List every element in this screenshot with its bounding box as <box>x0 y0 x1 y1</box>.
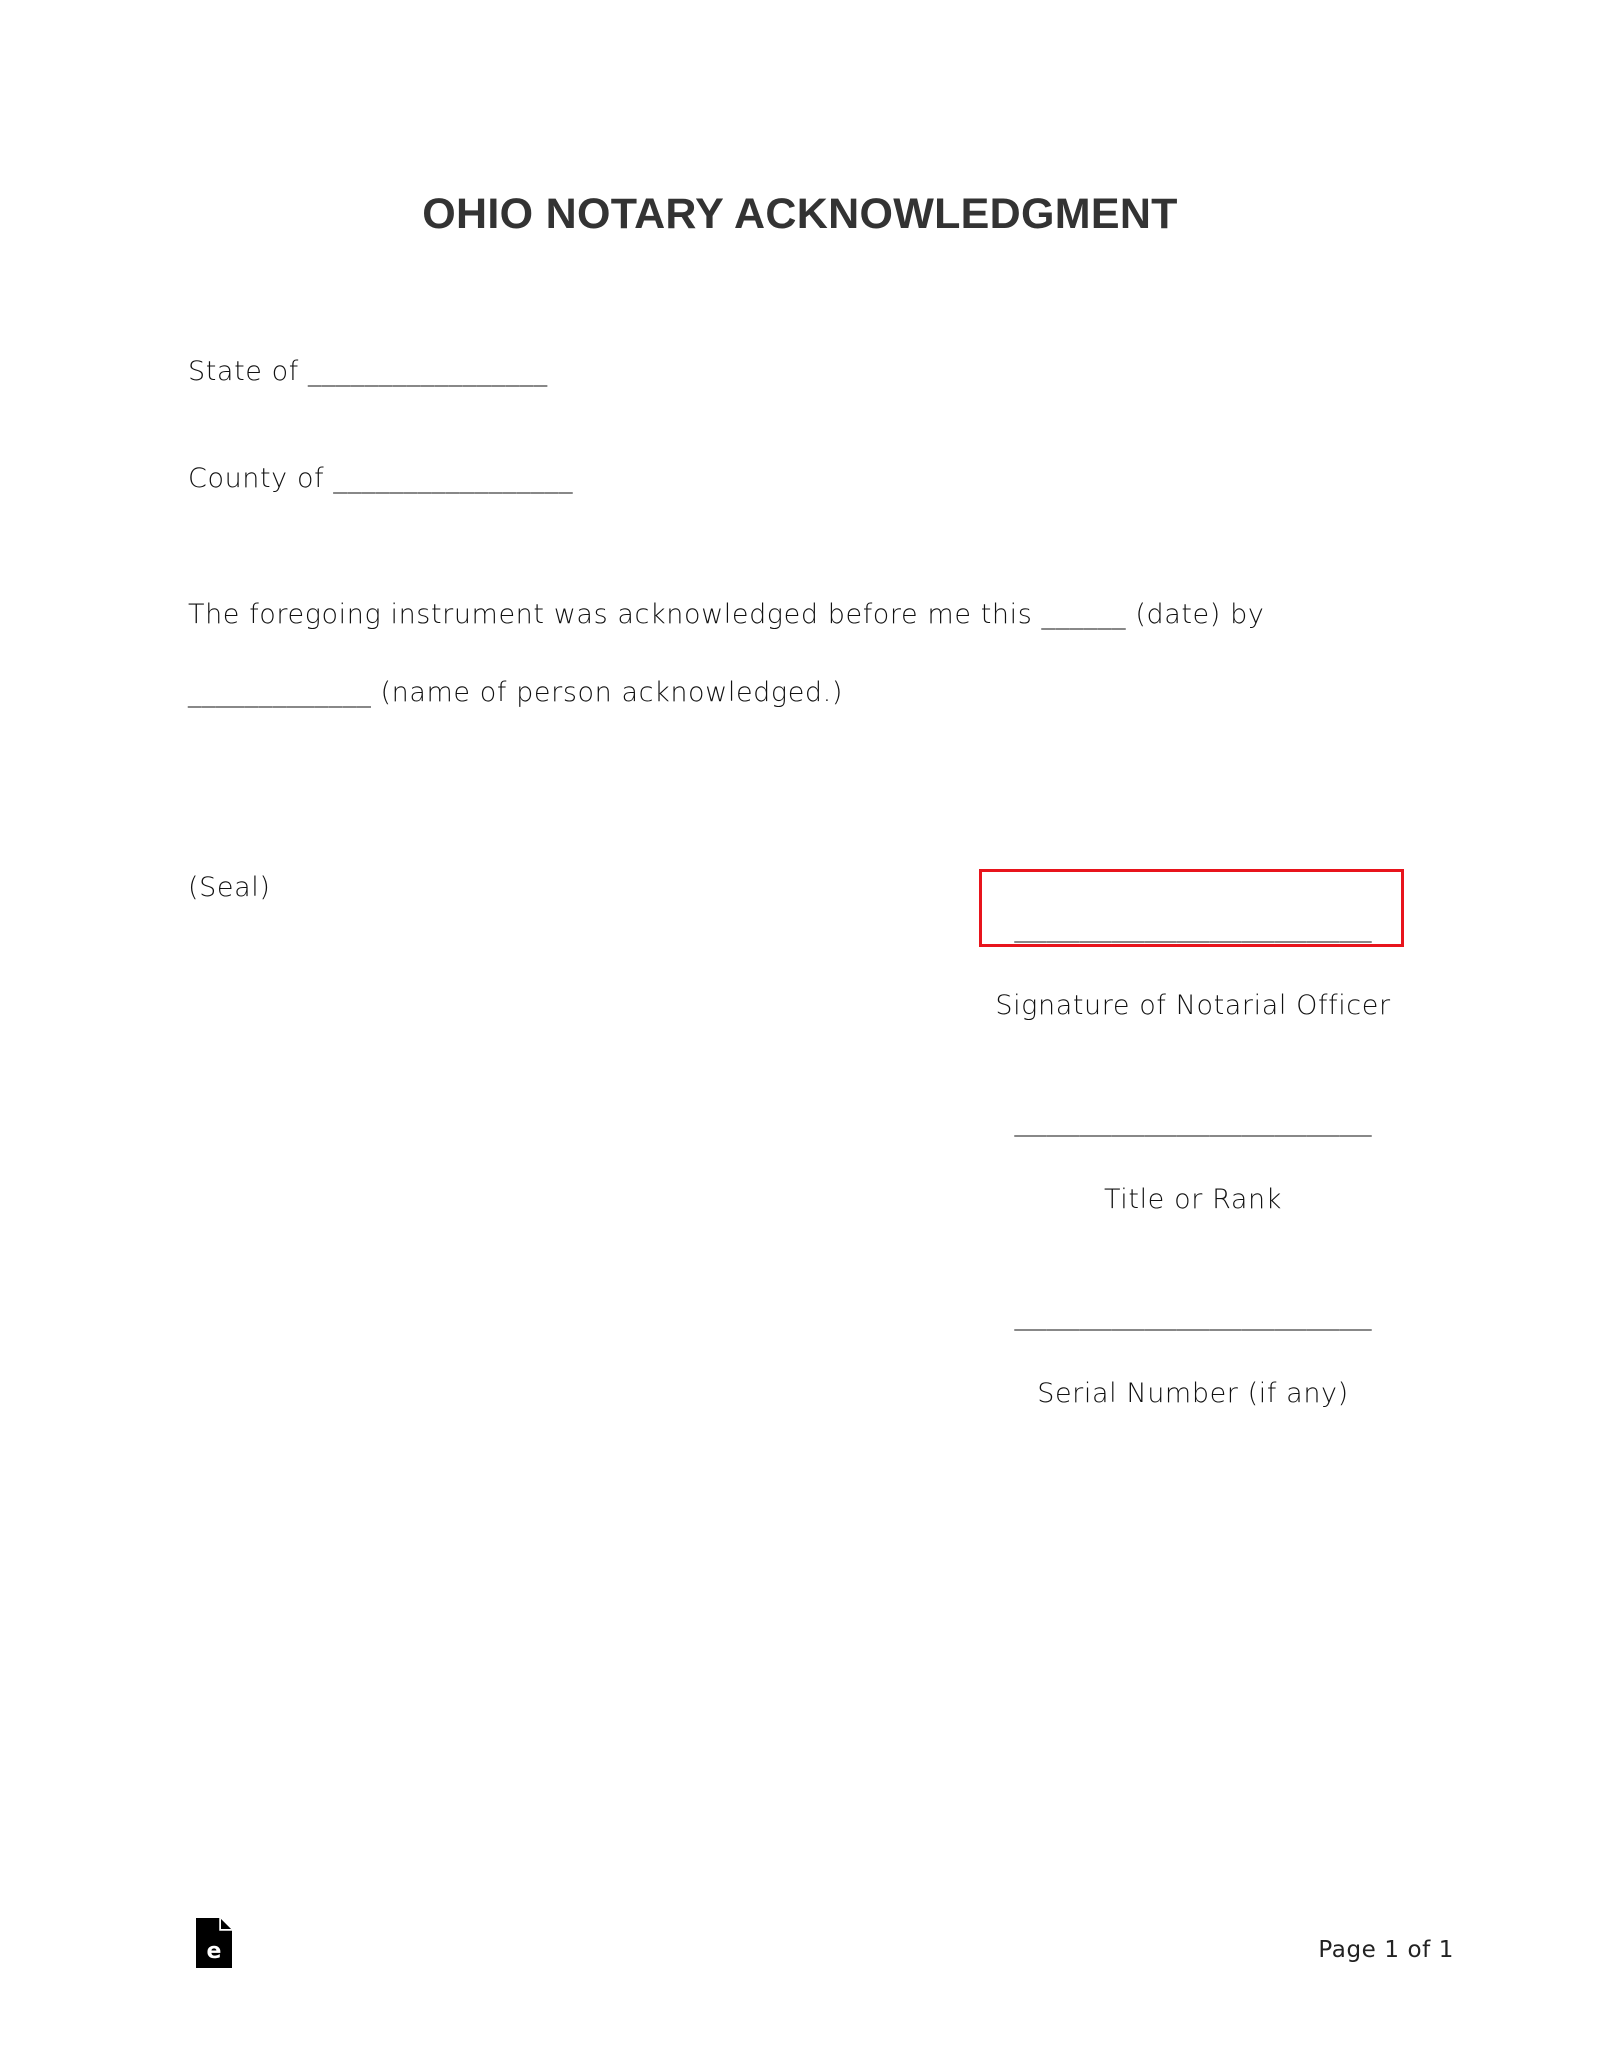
acknowledgment-paragraph-line-2[interactable]: _____________ (name of person acknowledged.) <box>188 677 843 708</box>
signature-line[interactable]: ______________________ <box>1014 912 1372 943</box>
serial-number-line[interactable]: ______________________ <box>1014 1300 1372 1331</box>
signature-label: Signature of Notarial Officer <box>995 990 1391 1021</box>
title-rank-label: Title or Rank <box>1104 1184 1282 1215</box>
title-rank-line[interactable]: ______________________ <box>1014 1106 1372 1137</box>
county-field[interactable]: County of _________________ <box>188 463 574 494</box>
serial-number-label: Serial Number (if any) <box>1037 1378 1349 1409</box>
document-title: OHIO NOTARY ACKNOWLEDGMENT <box>422 190 1178 238</box>
eforms-logo-icon <box>196 1918 232 1968</box>
svg-text:e: e <box>206 1939 222 1964</box>
seal-label: (Seal) <box>188 872 271 903</box>
acknowledgment-paragraph-line-1[interactable]: The foregoing instrument was acknowledged before me this ______ (date) by <box>188 599 1265 630</box>
page-number: Page 1 of 1 <box>1318 1937 1454 1963</box>
state-field[interactable]: State of _________________ <box>188 356 548 387</box>
